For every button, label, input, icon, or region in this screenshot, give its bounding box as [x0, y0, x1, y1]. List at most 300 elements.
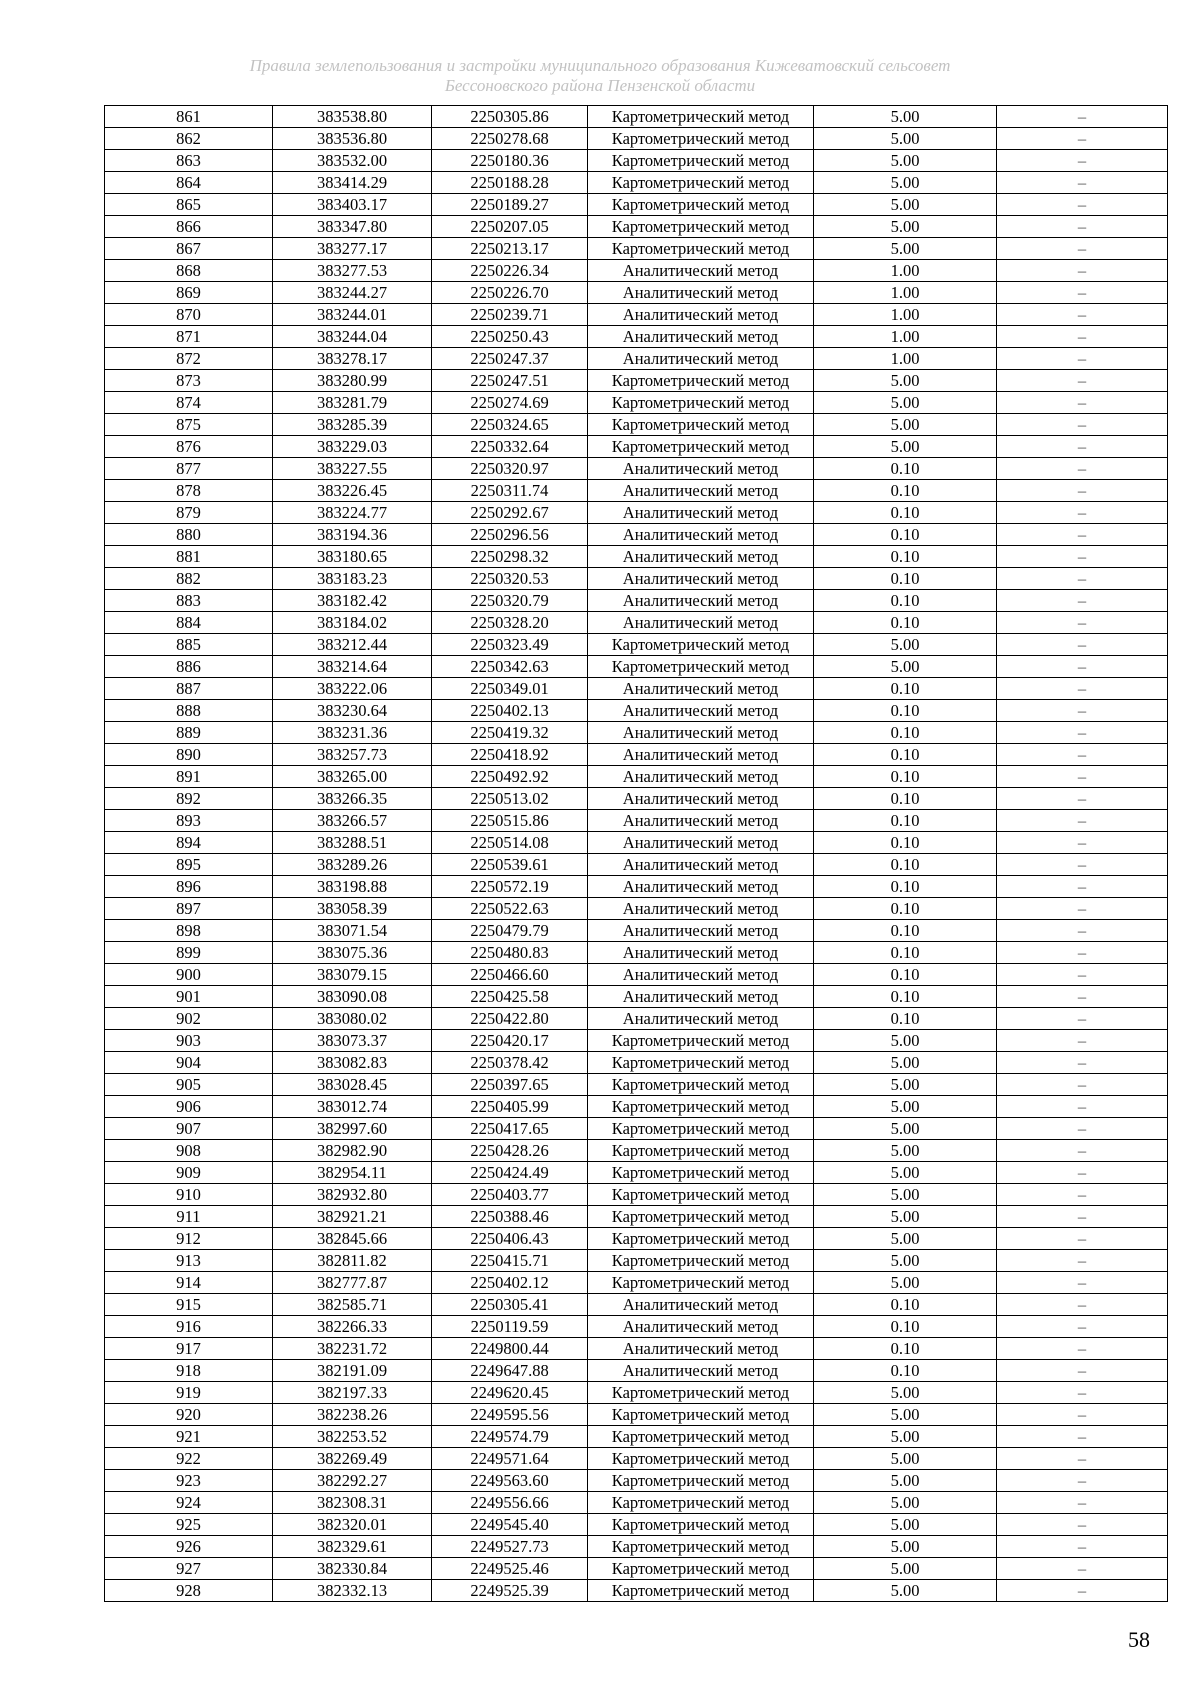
accuracy-cell: 0.10 — [814, 832, 997, 854]
accuracy-cell: 0.10 — [814, 722, 997, 744]
note-cell: – — [997, 1448, 1168, 1470]
y-coordinate-cell: 2249620.45 — [432, 1382, 588, 1404]
y-coordinate-cell: 2249800.44 — [432, 1338, 588, 1360]
accuracy-cell: 5.00 — [814, 1118, 997, 1140]
y-coordinate-cell: 2249556.66 — [432, 1492, 588, 1514]
accuracy-cell: 0.10 — [814, 568, 997, 590]
x-coordinate-cell: 383183.23 — [273, 568, 432, 590]
method-cell: Аналитический метод — [588, 876, 814, 898]
point-number-cell: 895 — [105, 854, 273, 876]
note-cell: – — [997, 1052, 1168, 1074]
table-row — [105, 590, 1168, 612]
table-row — [105, 788, 1168, 810]
y-coordinate-cell: 2250418.92 — [432, 744, 588, 766]
accuracy-cell: 5.00 — [814, 128, 997, 150]
note-cell: – — [997, 744, 1168, 766]
point-number-cell: 925 — [105, 1514, 273, 1536]
y-coordinate-cell: 2249545.40 — [432, 1514, 588, 1536]
y-coordinate-cell: 2250466.60 — [432, 964, 588, 986]
y-coordinate-cell: 2250189.27 — [432, 194, 588, 216]
note-cell: – — [997, 546, 1168, 568]
method-cell: Картометрический метод — [588, 1470, 814, 1492]
point-number-cell: 862 — [105, 128, 273, 150]
accuracy-cell: 5.00 — [814, 1096, 997, 1118]
x-coordinate-cell: 383281.79 — [273, 392, 432, 414]
y-coordinate-cell: 2250332.64 — [432, 436, 588, 458]
note-cell: – — [997, 1492, 1168, 1514]
x-coordinate-cell: 383266.57 — [273, 810, 432, 832]
table-row — [105, 568, 1168, 590]
y-coordinate-cell: 2250402.12 — [432, 1272, 588, 1294]
x-coordinate-cell: 383280.99 — [273, 370, 432, 392]
y-coordinate-cell: 2249525.39 — [432, 1580, 588, 1602]
y-coordinate-cell: 2250207.05 — [432, 216, 588, 238]
note-cell: – — [997, 260, 1168, 282]
y-coordinate-cell: 2249647.88 — [432, 1360, 588, 1382]
y-coordinate-cell: 2250323.49 — [432, 634, 588, 656]
y-coordinate-cell: 2250424.49 — [432, 1162, 588, 1184]
table-row — [105, 304, 1168, 326]
method-cell: Картометрический метод — [588, 1580, 814, 1602]
y-coordinate-cell: 2250296.56 — [432, 524, 588, 546]
method-cell: Картометрический метод — [588, 1162, 814, 1184]
table-row — [105, 854, 1168, 876]
note-cell: – — [997, 458, 1168, 480]
point-number-cell: 901 — [105, 986, 273, 1008]
point-number-cell: 869 — [105, 282, 273, 304]
y-coordinate-cell: 2250539.61 — [432, 854, 588, 876]
x-coordinate-cell: 383082.83 — [273, 1052, 432, 1074]
point-number-cell: 917 — [105, 1338, 273, 1360]
note-cell: – — [997, 1206, 1168, 1228]
y-coordinate-cell: 2250513.02 — [432, 788, 588, 810]
note-cell: – — [997, 370, 1168, 392]
accuracy-cell: 0.10 — [814, 1360, 997, 1382]
x-coordinate-cell: 383285.39 — [273, 414, 432, 436]
table-row — [105, 194, 1168, 216]
table-row — [105, 1580, 1168, 1602]
accuracy-cell: 5.00 — [814, 1470, 997, 1492]
x-coordinate-cell: 382231.72 — [273, 1338, 432, 1360]
accuracy-cell: 5.00 — [814, 1250, 997, 1272]
accuracy-cell: 1.00 — [814, 348, 997, 370]
y-coordinate-cell: 2250213.17 — [432, 238, 588, 260]
y-coordinate-cell: 2250180.36 — [432, 150, 588, 172]
point-number-cell: 880 — [105, 524, 273, 546]
point-number-cell: 928 — [105, 1580, 273, 1602]
y-coordinate-cell: 2250274.69 — [432, 392, 588, 414]
note-cell: – — [997, 1404, 1168, 1426]
table-row — [105, 634, 1168, 656]
x-coordinate-cell: 382320.01 — [273, 1514, 432, 1536]
x-coordinate-cell: 382997.60 — [273, 1118, 432, 1140]
point-number-cell: 904 — [105, 1052, 273, 1074]
y-coordinate-cell: 2250320.53 — [432, 568, 588, 590]
point-number-cell: 927 — [105, 1558, 273, 1580]
accuracy-cell: 0.10 — [814, 1338, 997, 1360]
note-cell: – — [997, 1030, 1168, 1052]
method-cell: Аналитический метод — [588, 458, 814, 480]
note-cell: – — [997, 612, 1168, 634]
method-cell: Картометрический метод — [588, 414, 814, 436]
table-row — [105, 502, 1168, 524]
note-cell: – — [997, 1294, 1168, 1316]
note-cell: – — [997, 788, 1168, 810]
note-cell: – — [997, 766, 1168, 788]
note-cell: – — [997, 1360, 1168, 1382]
note-cell: – — [997, 568, 1168, 590]
accuracy-cell: 1.00 — [814, 282, 997, 304]
table-row — [105, 106, 1168, 128]
accuracy-cell: 5.00 — [814, 634, 997, 656]
table-row — [105, 1294, 1168, 1316]
table-row — [105, 216, 1168, 238]
point-number-cell: 872 — [105, 348, 273, 370]
table-row — [105, 876, 1168, 898]
note-cell: – — [997, 1250, 1168, 1272]
table-row — [105, 1558, 1168, 1580]
x-coordinate-cell: 383198.88 — [273, 876, 432, 898]
note-cell: – — [997, 524, 1168, 546]
note-cell: – — [997, 414, 1168, 436]
accuracy-cell: 5.00 — [814, 1580, 997, 1602]
note-cell: – — [997, 172, 1168, 194]
x-coordinate-cell: 382932.80 — [273, 1184, 432, 1206]
note-cell: – — [997, 942, 1168, 964]
x-coordinate-cell: 382332.13 — [273, 1580, 432, 1602]
point-number-cell: 909 — [105, 1162, 273, 1184]
table-row — [105, 348, 1168, 370]
point-number-cell: 874 — [105, 392, 273, 414]
y-coordinate-cell: 2250572.19 — [432, 876, 588, 898]
note-cell: – — [997, 1382, 1168, 1404]
coordinates-table — [104, 105, 1168, 1602]
table-row — [105, 1228, 1168, 1250]
note-cell: – — [997, 832, 1168, 854]
accuracy-cell: 5.00 — [814, 1228, 997, 1250]
accuracy-cell: 0.10 — [814, 942, 997, 964]
point-number-cell: 907 — [105, 1118, 273, 1140]
x-coordinate-cell: 382238.26 — [273, 1404, 432, 1426]
accuracy-cell: 0.10 — [814, 1008, 997, 1030]
accuracy-cell: 0.10 — [814, 546, 997, 568]
x-coordinate-cell: 383532.00 — [273, 150, 432, 172]
method-cell: Аналитический метод — [588, 986, 814, 1008]
x-coordinate-cell: 383222.06 — [273, 678, 432, 700]
table-row — [105, 282, 1168, 304]
method-cell: Аналитический метод — [588, 964, 814, 986]
method-cell: Аналитический метод — [588, 898, 814, 920]
method-cell: Аналитический метод — [588, 1294, 814, 1316]
table-row — [105, 1206, 1168, 1228]
method-cell: Аналитический метод — [588, 348, 814, 370]
x-coordinate-cell: 383266.35 — [273, 788, 432, 810]
x-coordinate-cell: 383414.29 — [273, 172, 432, 194]
point-number-cell: 865 — [105, 194, 273, 216]
note-cell: – — [997, 1580, 1168, 1602]
note-cell: – — [997, 986, 1168, 1008]
table-row — [105, 656, 1168, 678]
x-coordinate-cell: 383230.64 — [273, 700, 432, 722]
method-cell: Картометрический метод — [588, 106, 814, 128]
y-coordinate-cell: 2250250.43 — [432, 326, 588, 348]
y-coordinate-cell: 2250305.86 — [432, 106, 588, 128]
note-cell: – — [997, 920, 1168, 942]
y-coordinate-cell: 2250311.74 — [432, 480, 588, 502]
note-cell: – — [997, 1470, 1168, 1492]
table-row — [105, 986, 1168, 1008]
x-coordinate-cell: 383231.36 — [273, 722, 432, 744]
y-coordinate-cell: 2250226.70 — [432, 282, 588, 304]
method-cell: Картометрический метод — [588, 1228, 814, 1250]
table-row — [105, 436, 1168, 458]
x-coordinate-cell: 383224.77 — [273, 502, 432, 524]
method-cell: Аналитический метод — [588, 1008, 814, 1030]
point-number-cell: 876 — [105, 436, 273, 458]
method-cell: Аналитический метод — [588, 722, 814, 744]
table-row — [105, 1536, 1168, 1558]
method-cell: Картометрический метод — [588, 1536, 814, 1558]
accuracy-cell: 0.10 — [814, 1316, 997, 1338]
point-number-cell: 926 — [105, 1536, 273, 1558]
x-coordinate-cell: 383012.74 — [273, 1096, 432, 1118]
method-cell: Аналитический метод — [588, 832, 814, 854]
point-number-cell: 887 — [105, 678, 273, 700]
note-cell: – — [997, 1338, 1168, 1360]
accuracy-cell: 5.00 — [814, 1272, 997, 1294]
method-cell: Картометрический метод — [588, 392, 814, 414]
accuracy-cell: 0.10 — [814, 788, 997, 810]
note-cell: – — [997, 590, 1168, 612]
accuracy-cell: 5.00 — [814, 1162, 997, 1184]
method-cell: Картометрический метод — [588, 238, 814, 260]
note-cell: – — [997, 1074, 1168, 1096]
method-cell: Аналитический метод — [588, 942, 814, 964]
y-coordinate-cell: 2250278.68 — [432, 128, 588, 150]
y-coordinate-cell: 2250480.83 — [432, 942, 588, 964]
point-number-cell: 920 — [105, 1404, 273, 1426]
point-number-cell: 911 — [105, 1206, 273, 1228]
method-cell: Аналитический метод — [588, 546, 814, 568]
x-coordinate-cell: 382330.84 — [273, 1558, 432, 1580]
x-coordinate-cell: 383244.04 — [273, 326, 432, 348]
accuracy-cell: 5.00 — [814, 1184, 997, 1206]
x-coordinate-cell: 383226.45 — [273, 480, 432, 502]
accuracy-cell: 5.00 — [814, 1074, 997, 1096]
x-coordinate-cell: 383289.26 — [273, 854, 432, 876]
method-cell: Аналитический метод — [588, 524, 814, 546]
x-coordinate-cell: 383538.80 — [273, 106, 432, 128]
method-cell: Картометрический метод — [588, 128, 814, 150]
accuracy-cell: 5.00 — [814, 238, 997, 260]
y-coordinate-cell: 2250428.26 — [432, 1140, 588, 1162]
accuracy-cell: 5.00 — [814, 1206, 997, 1228]
point-number-cell: 875 — [105, 414, 273, 436]
table-row — [105, 832, 1168, 854]
accuracy-cell: 5.00 — [814, 1030, 997, 1052]
point-number-cell: 878 — [105, 480, 273, 502]
note-cell: – — [997, 898, 1168, 920]
x-coordinate-cell: 383212.44 — [273, 634, 432, 656]
accuracy-cell: 5.00 — [814, 1492, 997, 1514]
table-row — [105, 458, 1168, 480]
x-coordinate-cell: 383090.08 — [273, 986, 432, 1008]
method-cell: Аналитический метод — [588, 1360, 814, 1382]
table-row — [105, 260, 1168, 282]
point-number-cell: 918 — [105, 1360, 273, 1382]
y-coordinate-cell: 2250402.13 — [432, 700, 588, 722]
method-cell: Картометрический метод — [588, 1096, 814, 1118]
y-coordinate-cell: 2250247.51 — [432, 370, 588, 392]
x-coordinate-cell: 382266.33 — [273, 1316, 432, 1338]
page-number: 58 — [1128, 1627, 1150, 1652]
y-coordinate-cell: 2250417.65 — [432, 1118, 588, 1140]
method-cell: Аналитический метод — [588, 590, 814, 612]
point-number-cell: 913 — [105, 1250, 273, 1272]
method-cell: Аналитический метод — [588, 766, 814, 788]
point-number-cell: 891 — [105, 766, 273, 788]
method-cell: Картометрический метод — [588, 370, 814, 392]
point-number-cell: 868 — [105, 260, 273, 282]
note-cell: – — [997, 1008, 1168, 1030]
x-coordinate-cell: 383403.17 — [273, 194, 432, 216]
method-cell: Картометрический метод — [588, 216, 814, 238]
point-number-cell: 915 — [105, 1294, 273, 1316]
y-coordinate-cell: 2250406.43 — [432, 1228, 588, 1250]
y-coordinate-cell: 2250320.79 — [432, 590, 588, 612]
note-cell: – — [997, 480, 1168, 502]
method-cell: Аналитический метод — [588, 700, 814, 722]
y-coordinate-cell: 2250305.41 — [432, 1294, 588, 1316]
method-cell: Аналитический метод — [588, 920, 814, 942]
x-coordinate-cell: 383184.02 — [273, 612, 432, 634]
y-coordinate-cell: 2250479.79 — [432, 920, 588, 942]
method-cell: Картометрический метод — [588, 1426, 814, 1448]
x-coordinate-cell: 383028.45 — [273, 1074, 432, 1096]
point-number-cell: 879 — [105, 502, 273, 524]
y-coordinate-cell: 2250378.42 — [432, 1052, 588, 1074]
method-cell: Картометрический метод — [588, 1404, 814, 1426]
point-number-cell: 900 — [105, 964, 273, 986]
accuracy-cell: 0.10 — [814, 590, 997, 612]
x-coordinate-cell: 383277.53 — [273, 260, 432, 282]
point-number-cell: 861 — [105, 106, 273, 128]
method-cell: Картометрический метод — [588, 1492, 814, 1514]
table-row — [105, 722, 1168, 744]
accuracy-cell: 0.10 — [814, 854, 997, 876]
accuracy-cell: 5.00 — [814, 414, 997, 436]
note-cell: – — [997, 854, 1168, 876]
table-row — [105, 326, 1168, 348]
method-cell: Картометрический метод — [588, 1118, 814, 1140]
x-coordinate-cell: 383347.80 — [273, 216, 432, 238]
note-cell: – — [997, 876, 1168, 898]
y-coordinate-cell: 2250522.63 — [432, 898, 588, 920]
method-cell: Аналитический метод — [588, 744, 814, 766]
x-coordinate-cell: 382777.87 — [273, 1272, 432, 1294]
x-coordinate-cell: 383075.36 — [273, 942, 432, 964]
note-cell: – — [997, 700, 1168, 722]
x-coordinate-cell: 383257.73 — [273, 744, 432, 766]
note-cell: – — [997, 238, 1168, 260]
table-row — [105, 1008, 1168, 1030]
table-row — [105, 524, 1168, 546]
y-coordinate-cell: 2250403.77 — [432, 1184, 588, 1206]
x-coordinate-cell: 382329.61 — [273, 1536, 432, 1558]
table-row — [105, 1096, 1168, 1118]
y-coordinate-cell: 2250515.86 — [432, 810, 588, 832]
x-coordinate-cell: 383227.55 — [273, 458, 432, 480]
table-row — [105, 920, 1168, 942]
accuracy-cell: 5.00 — [814, 150, 997, 172]
note-cell: – — [997, 810, 1168, 832]
table-row — [105, 1316, 1168, 1338]
accuracy-cell: 0.10 — [814, 678, 997, 700]
x-coordinate-cell: 383244.27 — [273, 282, 432, 304]
accuracy-cell: 5.00 — [814, 106, 997, 128]
method-cell: Картометрический метод — [588, 1558, 814, 1580]
method-cell: Картометрический метод — [588, 1184, 814, 1206]
point-number-cell: 883 — [105, 590, 273, 612]
x-coordinate-cell: 383180.65 — [273, 546, 432, 568]
note-cell: – — [997, 282, 1168, 304]
y-coordinate-cell: 2249527.73 — [432, 1536, 588, 1558]
table-row — [105, 766, 1168, 788]
note-cell: – — [997, 1096, 1168, 1118]
note-cell: – — [997, 1184, 1168, 1206]
accuracy-cell: 5.00 — [814, 1140, 997, 1162]
x-coordinate-cell: 382308.31 — [273, 1492, 432, 1514]
x-coordinate-cell: 383536.80 — [273, 128, 432, 150]
header-line-1: Правила землепользования и застройки муниципального образования Кижеватовский сельсовет — [249, 56, 951, 75]
accuracy-cell: 0.10 — [814, 524, 997, 546]
point-number-cell: 877 — [105, 458, 273, 480]
method-cell: Аналитический метод — [588, 502, 814, 524]
x-coordinate-cell: 383073.37 — [273, 1030, 432, 1052]
table-row — [105, 172, 1168, 194]
method-cell: Аналитический метод — [588, 568, 814, 590]
method-cell: Картометрический метод — [588, 1052, 814, 1074]
y-coordinate-cell: 2250226.34 — [432, 260, 588, 282]
x-coordinate-cell: 382845.66 — [273, 1228, 432, 1250]
table-row — [105, 1514, 1168, 1536]
point-number-cell: 902 — [105, 1008, 273, 1030]
point-number-cell: 894 — [105, 832, 273, 854]
method-cell: Картометрический метод — [588, 1206, 814, 1228]
point-number-cell: 873 — [105, 370, 273, 392]
accuracy-cell: 0.10 — [814, 876, 997, 898]
note-cell: – — [997, 656, 1168, 678]
accuracy-cell: 5.00 — [814, 1404, 997, 1426]
method-cell: Аналитический метод — [588, 260, 814, 282]
note-cell: – — [997, 1514, 1168, 1536]
y-coordinate-cell: 2250188.28 — [432, 172, 588, 194]
x-coordinate-cell: 382197.33 — [273, 1382, 432, 1404]
point-number-cell: 871 — [105, 326, 273, 348]
table-row — [105, 1426, 1168, 1448]
table-row — [105, 546, 1168, 568]
point-number-cell: 881 — [105, 546, 273, 568]
method-cell: Аналитический метод — [588, 282, 814, 304]
method-cell: Картометрический метод — [588, 1140, 814, 1162]
point-number-cell: 866 — [105, 216, 273, 238]
table-row — [105, 1448, 1168, 1470]
point-number-cell: 867 — [105, 238, 273, 260]
accuracy-cell: 1.00 — [814, 326, 997, 348]
note-cell: – — [997, 502, 1168, 524]
point-number-cell: 884 — [105, 612, 273, 634]
table-row — [105, 1382, 1168, 1404]
